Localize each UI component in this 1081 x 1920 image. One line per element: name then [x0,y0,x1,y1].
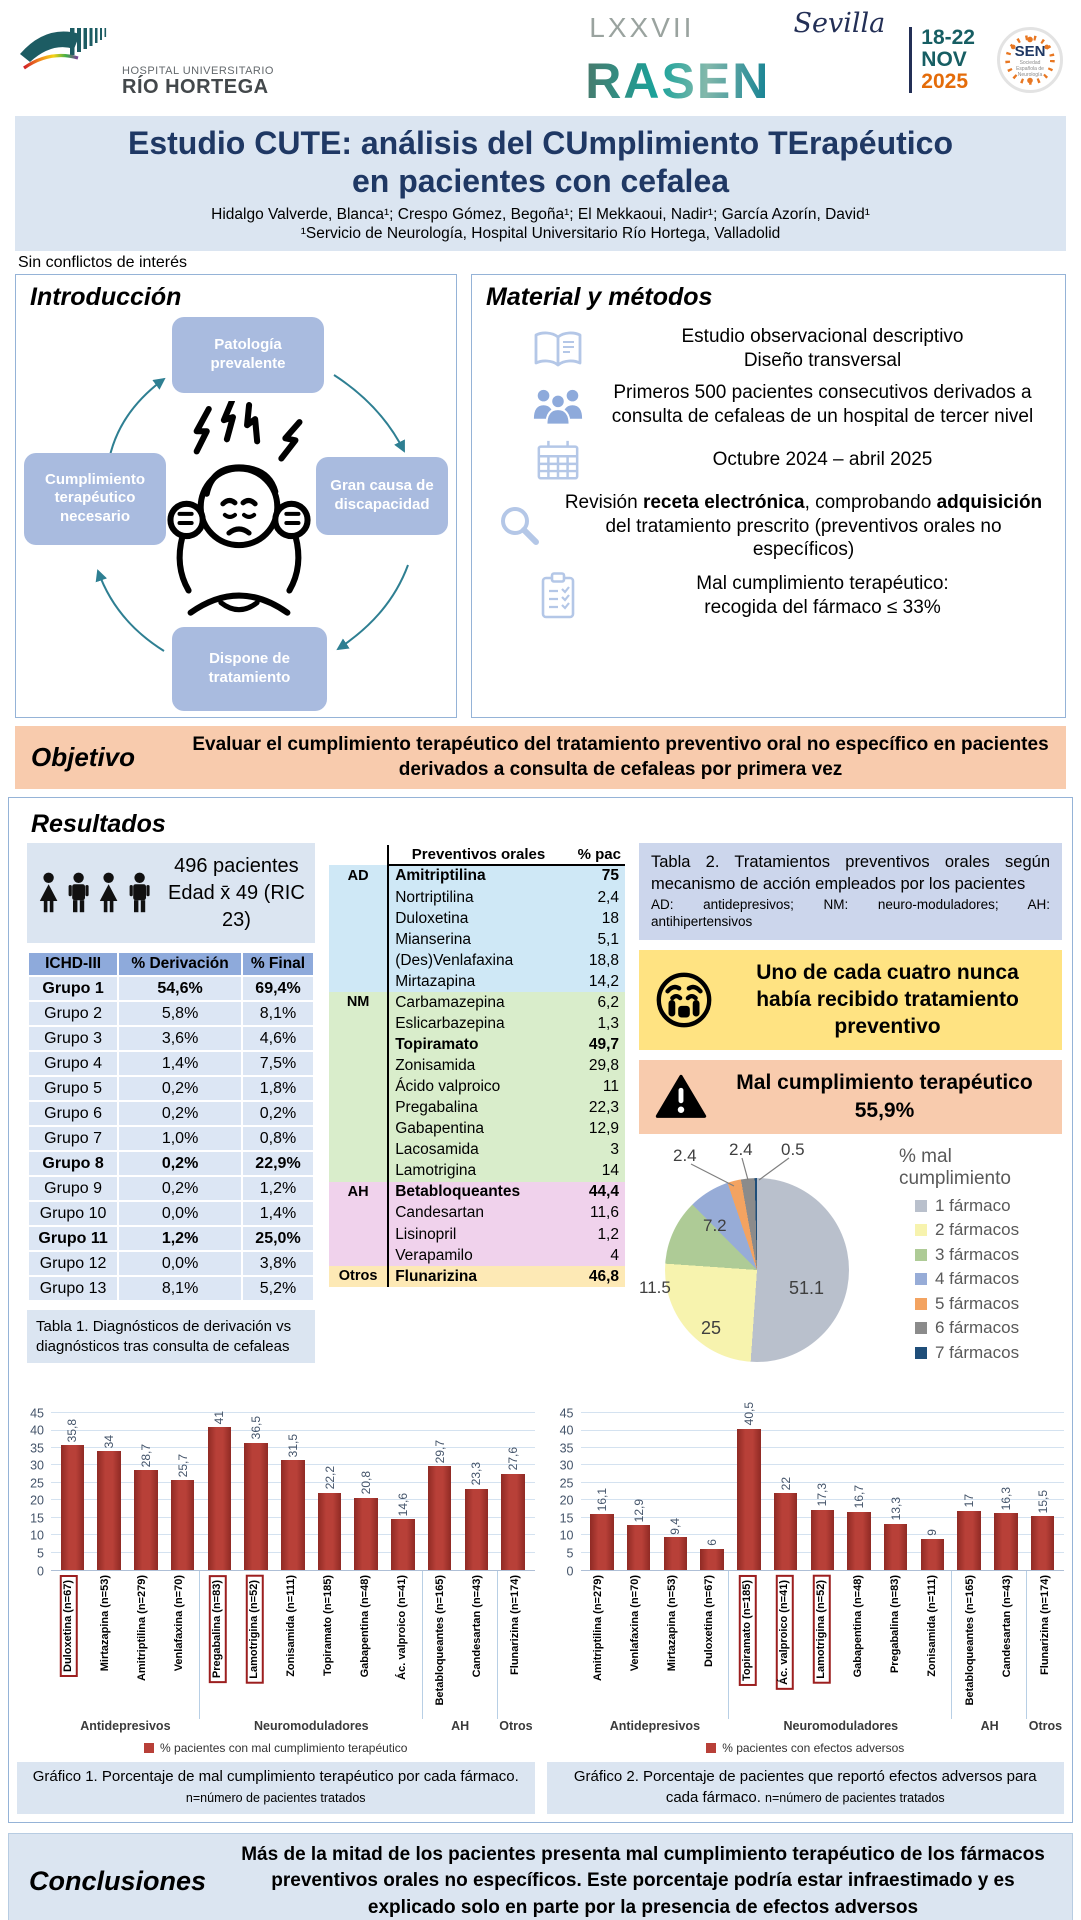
bar: 25,7 [164,1413,201,1570]
cycle-box-patologia: Patología prevalente [172,317,324,393]
bar-category-label: Betabloqueantes (n=165) [963,1575,976,1706]
preventivos-row: Duloxetina 18 [329,908,625,929]
bar: 41 [201,1413,238,1570]
preventivos-row: AD Amitriptilina 75 [329,865,625,887]
bar: 27,6 [495,1413,532,1570]
pie-legend-items [877,1196,1062,1363]
pie-value-label: 7.2 [703,1215,727,1235]
drug-class-label: Otros [1028,1719,1063,1734]
pie-legend-item: 7 fármacos [915,1343,1062,1363]
bar-chart-efectos-adversos [547,1402,1065,1814]
bar-category-label: Zonisamida (n=111) [285,1575,298,1677]
bar: 6 [694,1413,731,1570]
tabla1-row: Grupo 5 0,2% 1,8% [29,1077,313,1100]
conclusiones-text: Más de la mitad de los pacientes presenta mal cumplimiento terapéutico de los fármacos preventivos orales no específicos. Este porcentaje podría estar infraestimado y es explicado solo en parte por la presencia de efectos adversos [241,1843,1045,1918]
resultados-col-right [639,843,1062,1403]
tabla2-caption [639,843,1062,940]
book-icon [530,329,586,369]
pie-legend-item: 4 fármacos [915,1269,1062,1289]
cycle-box-discapacidad: Gran causa de discapacidad [316,457,448,535]
metodo-item-fechas [530,438,1045,482]
grafico1-caption-text: Gráfico 1. Porcentaje de mal cumplimiento terapéutico por cada fármaco. [32,1768,519,1786]
conclusiones-heading: Conclusiones [29,1866,207,1897]
drug-class-label: Otros [499,1719,533,1734]
bar: 13,3 [877,1413,914,1570]
tabla1-row: Grupo 9 0,2% 1,2% [29,1177,313,1200]
preventivos-row: Ácido valproico 11 [329,1077,625,1098]
preventivos-header-pct: % pac [568,845,625,865]
bar-category-label: Topiramato (n=185) [322,1575,335,1677]
pie-value-label: 25 [701,1317,722,1338]
tabla1-row: Grupo 13 8,1% 5,2% [29,1277,313,1300]
person-icon [35,869,62,917]
crying-face-icon [653,969,715,1031]
pie-value-label: 2.4 [729,1139,753,1159]
preventivos-row: Mirtazapina 14,2 [329,971,625,992]
y-axis: 0 5 10 15 20 25 30 35 40 45 [559,1405,574,1578]
drug-class-labels [51,1719,535,1737]
highlight-no-preventive-text: Uno de cada cuatro nunca había recibido tratamiento preventivo [756,960,1019,1039]
bar-category-label: Lamotrigina (n=52) [247,1575,265,1684]
congress-date-range: 18-22 [921,26,975,50]
bar-category-label: Topiramato (n=185) [739,1575,757,1686]
magnifier-icon [492,504,548,548]
congress-month: NOV [921,48,967,72]
preventivos-row: Nortriptilina 2,4 [329,887,625,908]
metodos-section [471,274,1066,718]
hospital-name-top: HOSPITAL UNIVERSITARIO [122,64,274,77]
objetivo-label: Objetivo [31,741,136,772]
bar-category-label: Amitriptilina (n=279) [136,1575,149,1682]
metodo-diseno-line1: Estudio observacional descriptivo [681,325,964,347]
pie-value-label: 0.5 [781,1139,805,1159]
tabla1 [27,951,315,1302]
metodo-revision-bold1: receta electrónica [642,491,805,513]
chart-legend [17,1739,535,1757]
metodo-item-pacientes [530,381,1045,429]
preventivos-row: Candesartan 11,6 [329,1203,625,1224]
pie-legend-item: 6 fármacos [915,1318,1062,1338]
grafico1-caption-note: n=número de pacientes tratados [185,1790,366,1805]
bar: 16,3 [988,1413,1025,1570]
drug-class-labels [581,1719,1065,1737]
clipboard-icon [530,571,586,621]
drug-class-label: Antidepresivos [609,1719,701,1734]
introduccion-section [15,274,457,718]
metodo-criterio-line1: Mal cumplimiento terapéutico: [696,573,949,595]
bar: 16,7 [841,1413,878,1570]
headache-person-illustration [134,401,344,653]
sen-logo [997,27,1063,93]
patients-age: Edad x̄ 49 (RIC 23) [168,881,305,931]
highlight-no-preventive [639,950,1062,1050]
calendar-icon [530,438,586,482]
preventivos-row: Lamotrigina 14 [329,1161,625,1182]
drug-class-label: Neuromoduladores [254,1719,369,1734]
cycle-box-tratamiento: Dispone de tratamiento [172,627,327,711]
pie-legend-item: 5 fármacos [915,1294,1062,1314]
drug-class-label: AH [451,1719,470,1734]
metodo-pacientes-text: Primeros 500 pacientes consecutivos derivados a consulta de cefaleas de un hospital de tercer nivel [611,382,1034,428]
congress-numeral: LXXVII [589,12,695,43]
plot-area [51,1410,535,1571]
grafico2-caption [547,1762,1065,1814]
preventivos-row: Zonisamida 29,8 [329,1056,625,1077]
bar-category-label: Mirtazapina (n=53) [99,1575,112,1672]
bar: 31,5 [274,1413,311,1570]
pie-value-label: 51.1 [789,1277,825,1298]
tabla1-row: Grupo 1 54,6% 69,4% [29,977,313,1000]
bar: 14,6 [385,1413,422,1570]
tabla1-row: Grupo 12 0,0% 3,8% [29,1252,313,1275]
bar: 23,3 [458,1413,495,1570]
pie-legend [877,1140,1062,1372]
tabla1-header-derivacion: % Derivación [119,953,241,975]
tabla1-row: Grupo 10 0,0% 1,4% [29,1202,313,1225]
poster-title-line1: Estudio CUTE: análisis del CUmplimiento TErapéutico [128,125,953,161]
title-banner [15,116,1066,251]
objetivo-bar [15,726,1066,789]
bar: 9,4 [657,1413,694,1570]
pie-leader-lines [639,1140,877,1372]
grafico2-caption-text: Gráfico 2. Porcentaje de pacientes que reportó efectos adversos para cada fármaco. [573,1768,1037,1806]
metodo-revision-pre: Revisión [564,491,643,513]
bar-category-label: Duloxetina (n=67) [61,1575,79,1677]
preventivos-row: AH Betabloqueantes 44,4 [329,1182,625,1203]
tabla2-caption-text: Tabla 2. Tratamientos preventivos orales según mecanismo de acción empleados por los pacientes [651,853,1050,893]
bar-chart-mal-cumplimiento [17,1405,535,1814]
hospital-name-bottom: RÍO HORTEGA [122,76,269,99]
tabla-preventivos [329,845,625,1287]
preventivos-body [329,865,625,1287]
resultados-heading: Resultados [31,810,166,839]
bar-category-label: Gabapentina (n=48) [851,1575,864,1678]
bar: 40,5 [730,1413,767,1570]
resultados-section [8,797,1073,1823]
bar-category-label: Flunarizina (n=174) [1038,1575,1051,1676]
person-icon [95,869,122,917]
preventivos-row: Lisinopril 1,2 [329,1224,625,1245]
preventivos-row: Topiramato 49,7 [329,1035,625,1056]
pie-legend-item: 2 fármacos [915,1220,1062,1240]
bar-category-label: Ác. valproico (n=41) [396,1575,409,1680]
bar-category-label: Mirtazapina (n=53) [666,1575,679,1672]
authors: Hidalgo Valverde, Blanca¹; Crespo Gómez, Begoña¹; El Mekkaoui, Nadir¹; García Azorín, David¹ [211,205,870,223]
metodo-item-revision [492,491,1045,562]
bar-category-label: Duloxetina (n=67) [703,1575,716,1668]
preventivos-row: Gabapentina 12,9 [329,1119,625,1140]
x-axis-labels [51,1571,535,1719]
bar-category-label: Pregabalina (n=83) [888,1575,901,1674]
bar: 15,5 [1024,1413,1061,1570]
tabla1-row: Grupo 2 5,8% 8,1% [29,1002,313,1025]
bar-category-label: Ác. valproico (n=41) [776,1575,794,1690]
bar-category-label: Lamotrigina (n=52) [813,1575,831,1684]
pie-value-label: 11.5 [639,1277,671,1297]
pie-legend-title: % mal cumplimiento [899,1145,1011,1189]
intro-cycle-diagram [22,317,450,711]
tabla1-row: Grupo 6 0,2% 0,2% [29,1102,313,1125]
drug-class-label: Antidepresivos [80,1719,171,1734]
conclusiones-section [8,1833,1073,1920]
bar-category-label: Candesartan (n=43) [1000,1575,1013,1678]
bar-category-label: Betabloqueantes (n=165) [434,1575,447,1706]
tabla1-caption: Tabla 1. Diagnósticos de derivación vs diagnósticos tras consulta de cefaleas [27,1310,315,1363]
grafico2-caption-note: n=número de pacientes tratados [765,1790,945,1805]
bar: 17,3 [804,1413,841,1570]
people-icon [530,385,586,426]
bar: 9 [914,1413,951,1570]
tabla1-row: Grupo 7 1,0% 0,8% [29,1127,313,1150]
tabla1-row: Grupo 3 3,6% 4,6% [29,1027,313,1050]
bar-category-label: Candesartan (n=43) [471,1575,484,1678]
bar: 20,8 [348,1413,385,1570]
person-icon [65,869,92,917]
metodos-heading: Material y métodos [486,282,713,311]
drug-class-label: Neuromoduladores [783,1719,899,1734]
preventivos-header-empty [329,845,388,865]
sen-full-name: Sociedad Española de Neurología [1016,59,1044,78]
introduccion-heading: Introducción [30,282,182,311]
warning-icon [655,1074,707,1120]
pie-legend-item: 3 fármacos [915,1245,1062,1265]
congress-acronym: RASEN [585,53,771,109]
highlight-mal-cumplimiento-text: Mal cumplimiento terapéutico 55,9% [736,1071,1033,1122]
grafico1-caption [17,1762,535,1814]
bar: 22,2 [311,1413,348,1570]
poster-title-line2: en pacientes con cefalea [351,163,730,200]
metodo-diseno-line2: Diseño transversal [743,349,902,371]
pie-legend-item: 1 fármaco [915,1196,1062,1216]
bar: 34 [91,1413,128,1570]
preventivos-header-drug: Preventivos orales [388,845,568,865]
y-axis: 0 5 10 15 20 25 30 35 40 45 [30,1405,44,1578]
bar-category-label: Zonisamida (n=111) [925,1575,938,1677]
bar: 16,1 [584,1413,621,1570]
objetivo-text: Evaluar el cumplimiento terapéutico del tratamiento preventivo oral no específico en pacientes derivados a consulta de cefaleas por primera vez [192,733,1049,781]
preventivos-row: Otros Flunarizina 46,8 [329,1266,625,1287]
legend-swatch [144,1743,154,1753]
tabla1-body [29,977,313,1300]
chart-legend-label: % pacientes con mal cumplimiento terapéutico [160,1741,408,1756]
plot-area [581,1402,1065,1571]
bar-category-label: Flunarizina (n=174) [509,1575,522,1676]
bar-category-label: Amitriptilina (n=279) [592,1575,605,1682]
preventivos-row: Lacosamida 3 [329,1140,625,1161]
pie-chart-block [639,1140,1062,1372]
legend-swatch [706,1743,716,1753]
header [0,0,1081,112]
bar: 28,7 [127,1413,164,1570]
bar-category-label: Gabapentina (n=48) [359,1575,372,1678]
x-axis-labels [581,1571,1065,1719]
hospital-logo-icon [18,22,116,94]
congress-dates [909,27,975,92]
sen-acronym: SEN [1014,42,1046,60]
hospital-logo [18,22,348,99]
resultados-col-left [27,843,315,1403]
tabla1-header-final: % Final [243,953,313,975]
congress-city: Sevilla [793,8,886,39]
tabla1-row: Grupo 8 0,2% 22,9% [29,1152,313,1175]
tabla1-row: Grupo 11 1,2% 25,0% [29,1227,313,1250]
conflict-note: Sin conflictos de interés [18,253,187,271]
tabla1-row: Grupo 4 1,4% 7,5% [29,1052,313,1075]
preventivos-row: Mianserina 5,1 [329,929,625,950]
person-icon [126,869,153,917]
bar: 36,5 [238,1413,275,1570]
bar: 12,9 [620,1413,657,1570]
resultados-col-mid [329,843,625,1403]
metodo-revision-bold2: adquisición [936,491,1043,513]
metodo-criterio-line2: recogida del fármaco ≤ 33% [704,597,941,619]
tabla1-header-ichd: ICHD-III [29,953,117,975]
metodo-fechas-text: Octubre 2024 – abril 2025 [712,448,933,470]
metodo-revision-post: del tratamiento prescrito (preventivos orales no específicos) [605,515,1002,561]
metodo-item-diseno [530,325,1045,373]
bar-category-label: Pregabalina (n=83) [210,1575,228,1683]
drug-class-label: AH [980,1719,999,1734]
congress-logo [585,8,886,109]
pie-value-label: 2.4 [673,1145,697,1165]
metodo-revision-mid: , comprobando [804,491,937,513]
preventivos-row: Verapamilo 4 [329,1245,625,1266]
bar: 17 [951,1413,988,1570]
affiliation: ¹Servicio de Neurología, Hospital Universitario Río Hortega, Valladolid [300,224,781,242]
bar: 29,7 [421,1413,458,1570]
preventivos-row: Pregabalina 22,3 [329,1098,625,1119]
patients-count: 496 pacientes [174,854,299,877]
congress-year: 2025 [921,69,968,93]
bar: 22 [767,1413,804,1570]
highlight-mal-cumplimiento [639,1060,1062,1134]
chart-legend [547,1739,1065,1757]
patients-summary [27,843,315,943]
preventivos-row: NM Carbamazepina 6,2 [329,992,625,1013]
cycle-box-cumplimiento: Cumplimiento terapéutico necesario [24,453,166,545]
preventivos-row: (Des)Venlafaxina 18,8 [329,950,625,971]
tabla2-abbreviations: AD: antidepresivos; NM: neuro-moduladores; AH: antihipertensivos [651,896,1050,929]
bar: 35,8 [54,1413,91,1570]
preventivos-row: Eslicarbazepina 1,3 [329,1014,625,1035]
metodo-item-criterio [530,571,1045,621]
bar-category-label: Venlafaxina (n=70) [173,1575,186,1672]
bar-category-label: Venlafaxina (n=70) [629,1575,642,1672]
chart-legend-label: % pacientes con efectos adversos [722,1741,905,1756]
